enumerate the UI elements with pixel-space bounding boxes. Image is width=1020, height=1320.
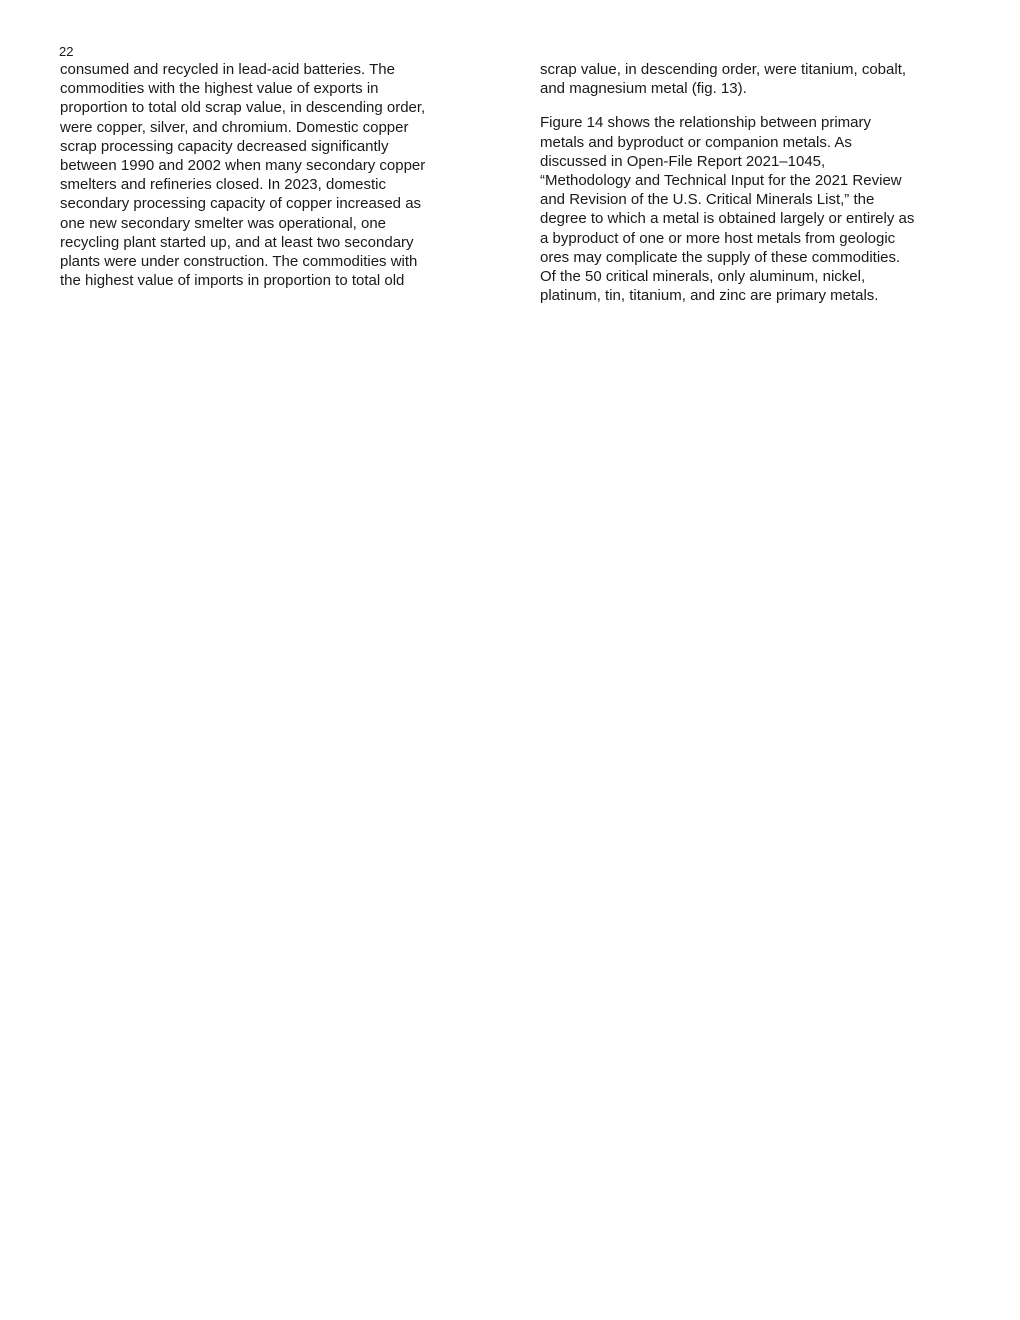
right-paragraph-2 — [540, 113, 965, 305]
text-line: and Revision of the U.S. Critical Minerals List,” the — [540, 191, 875, 209]
left-paragraph — [60, 60, 480, 290]
right-paragraph-1 — [540, 60, 965, 98]
text-line: plants were under construction. The commodities with — [60, 253, 418, 271]
text-line: one new secondary smelter was operational, one — [60, 214, 387, 232]
page-number: 22 — [59, 44, 74, 59]
text-line: platinum, tin, titanium, and zinc are primary metals. — [540, 287, 879, 305]
text-line: and magnesium metal (fig. 13). — [540, 80, 747, 98]
text-line: discussed in Open-File Report 2021–1045, — [540, 152, 826, 170]
text-line: secondary processing capacity of copper increased as — [60, 195, 422, 213]
text-line: scrap processing capacity decreased significantly — [60, 137, 389, 155]
text-line: “Methodology and Technical Input for the 2021 Review — [540, 172, 902, 190]
text-line: Of the 50 critical minerals, only aluminum, nickel, — [540, 268, 866, 286]
right-column — [540, 60, 965, 305]
text-line: commodities with the highest value of exports in — [60, 80, 379, 98]
text-line: recycling plant started up, and at least two secondary — [60, 233, 414, 251]
left-column — [60, 60, 480, 290]
text-line: consumed and recycled in lead-acid batteries. The — [60, 61, 395, 78]
text-line: proportion to total old scrap value, in descending order, — [60, 99, 426, 117]
text-line: ores may complicate the supply of these commodities. — [540, 248, 901, 266]
text-line: a byproduct of one or more host metals from geologic — [540, 229, 896, 247]
text-line: smelters and refineries closed. In 2023, domestic — [60, 176, 386, 194]
text-line: between 1990 and 2002 when many secondary copper — [60, 157, 426, 175]
text-line: metals and byproduct or companion metals. As — [540, 133, 852, 151]
text-line: were copper, silver, and chromium. Domestic copper — [60, 118, 409, 136]
text-line: scrap value, in descending order, were titanium, cobalt, — [540, 61, 907, 78]
text-line: degree to which a metal is obtained largely or entirely as — [540, 210, 915, 228]
text-line: Figure 14 shows the relationship between primary — [540, 114, 872, 132]
text-line: the highest value of imports in proportion to total old — [60, 272, 405, 290]
